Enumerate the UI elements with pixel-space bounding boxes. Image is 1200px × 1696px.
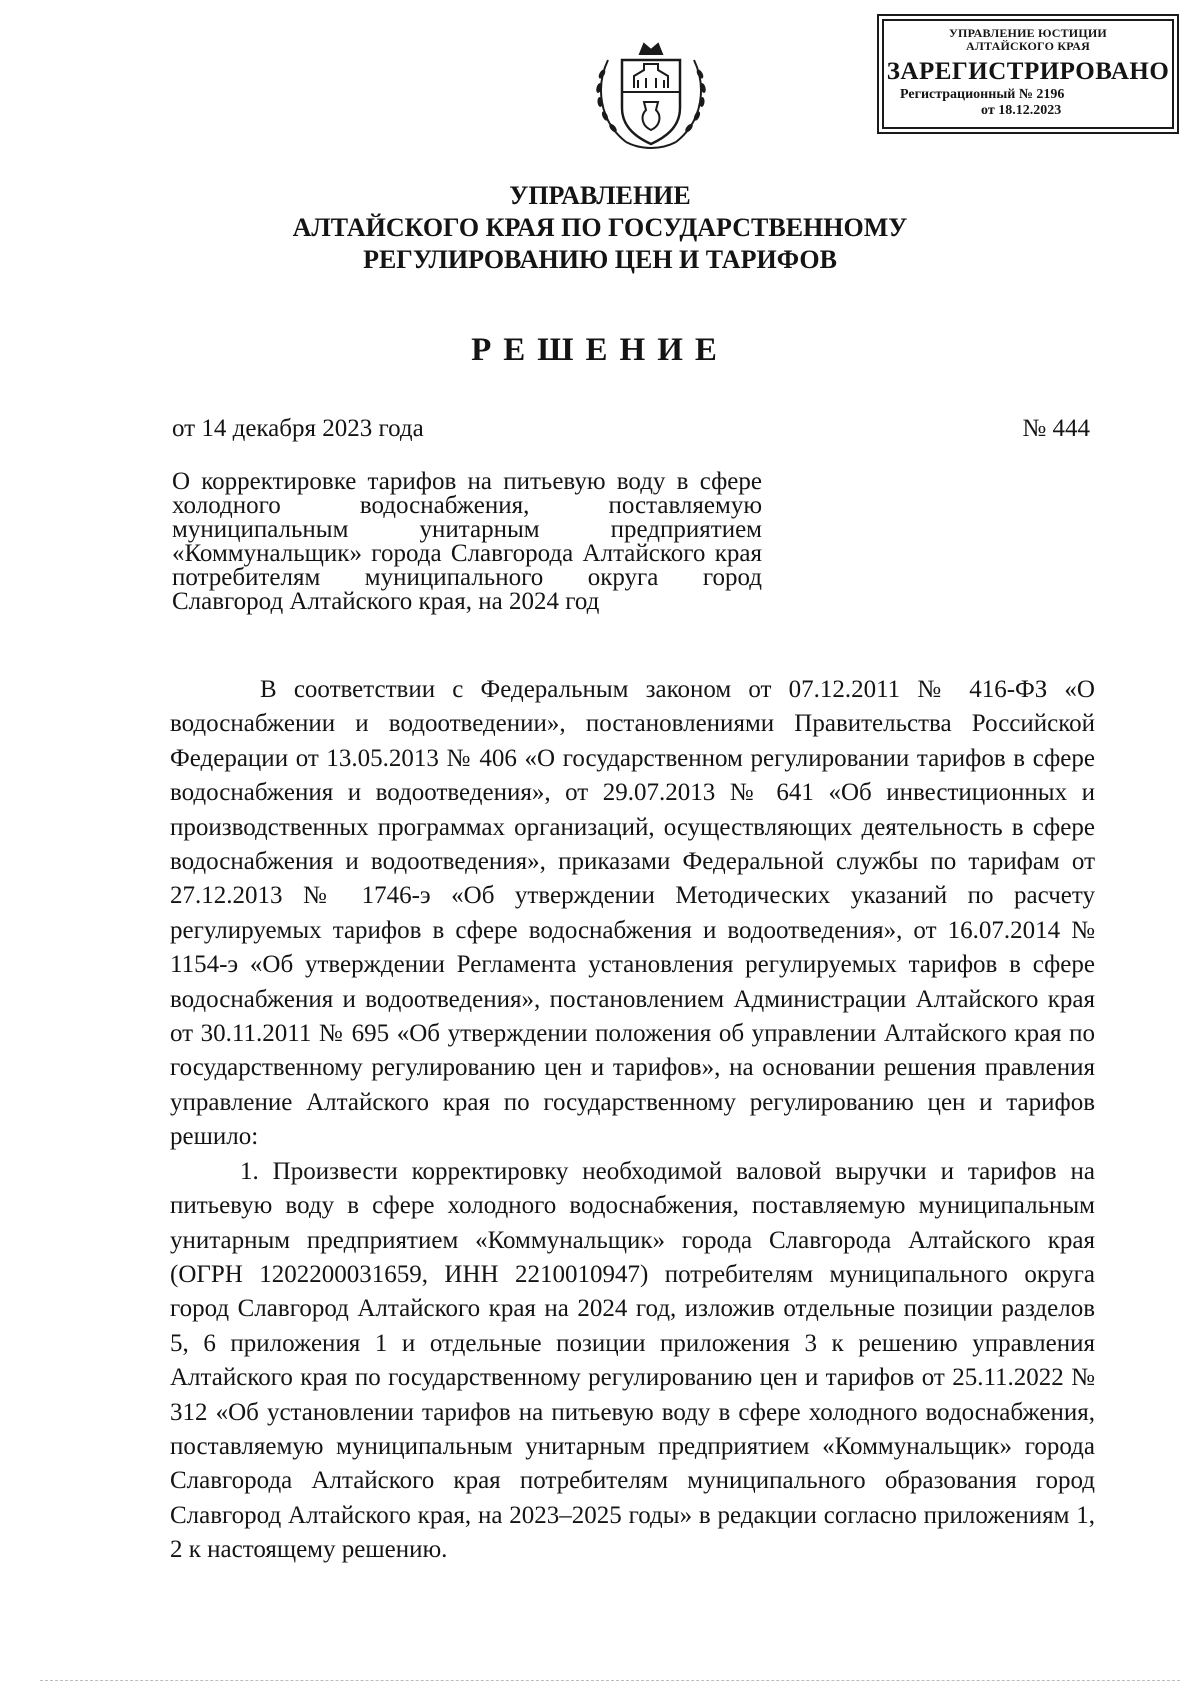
document-type-title: РЕШЕНИЕ <box>471 332 729 368</box>
document-number: № 444 <box>1022 415 1090 442</box>
registration-stamp <box>877 14 1179 134</box>
stamp-authority-line2: АЛТАЙСКОГО КРАЯ <box>966 39 1090 53</box>
agency-name <box>0 180 1200 276</box>
page-bottom-divider <box>40 1680 1180 1681</box>
document-date: от 14 декабря 2023 года <box>172 415 424 442</box>
stamp-registration-number: Регистрационный № 2196 <box>900 87 1065 102</box>
decision-item-1: 1. Произвести корректировку необходимой валовой выручки и тарифов на питьевую воду в сфере холодного водоснабжения, поставляемую муниципальным унитарным предприятием «Коммунальщик» города Славгорода Алтайского края (ОГРН 1202200031659, ИНН 2210010947) потребителям муниципального округа город Славгород Алтайского края на 2024 год, изложив отдельные позиции разделов 5, 6 приложения 1 и отдельные позиции приложения 3 к решению управления Алтайского края по государственному регулированию цен и тарифов от 25.11.2022 № 312 «Об установлении тарифов на питьевую воду в сфере холодного водоснабжения, поставляемую муниципальным унитарным предприятием «Коммунальщик» города Славгорода Алтайского края потребителям муниципального образования город Славгород Алтайского края, на 2023–2025 годы» в редакции согласно приложениям 1, 2 к настоящему решению. <box>170 1157 1095 1564</box>
preamble-paragraph: В соответствии с Федеральным законом от 07.12.2011 № 416-ФЗ «О водоснабжении и водоотведении», постановлениями Правительства Российской Федерации от 13.05.2013 № 406 «О государственном регулировании тарифов в сфере водоснабжения и водоотведения», от 29.07.2013 № 641 «Об инвестиционных и производственных программах организаций, осуществляющих деятельность в сфере водоснабжения и водоотведения», приказами Федеральной службы по тарифам от 27.12.2013 № 1746-э «Об утверждении Методических указаний по расчету регулируемых тарифов в сфере водоснабжения и водоотведения», от 16.07.2014 № 1154-э «Об утверждении Регламента установления регулируемых тарифов в сфере водоснабжения и водоотведения», постановлением Администрации Алтайского края от 30.11.2011 № 695 «Об утверждении положения об управлении Алтайского края по государственному регулированию цен и тарифов», на основании решения правления управление Алтайского края по государственному регулированию цен и тарифов решило: <box>170 676 1095 1151</box>
document-body <box>170 673 1095 1568</box>
agency-name-line1: УПРАВЛЕНИЕ <box>509 181 691 210</box>
stamp-registration-date: от 18.12.2023 <box>981 103 1062 118</box>
agency-name-line3: РЕГУЛИРОВАНИЮ ЦЕН И ТАРИФОВ <box>363 245 837 274</box>
stamp-authority-line1: УПРАВЛЕНИЕ ЮСТИЦИИ <box>949 26 1107 40</box>
agency-name-line2: АЛТАЙСКОГО КРАЯ ПО ГОСУДАРСТВЕННОМУ <box>292 213 908 242</box>
coat-of-arms-icon <box>586 30 716 158</box>
document-subject: О корректировке тарифов на питьевую воду в сфере холодного водоснабжения, поставляемую муниципальным унитарным предприятием «Коммунальщик» города Славгорода Алтайского края потребителям муниципального округа город Славгород Алтайского края, на 2024 год <box>172 468 762 615</box>
registration-stamp-inner <box>882 19 1174 129</box>
stamp-registered-label: ЗАРЕГИСТРИРОВАНО <box>886 58 1170 85</box>
